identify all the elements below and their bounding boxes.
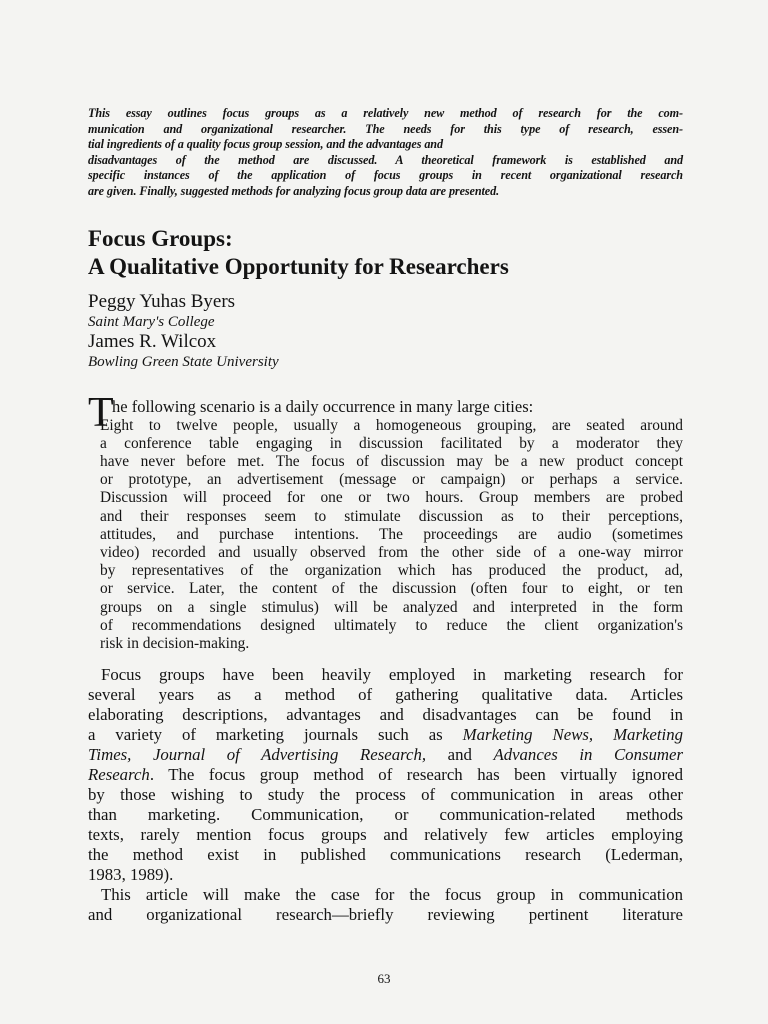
paragraph-line: several years as a method of gathering qualitative data. Articles [88,685,683,705]
journal-names: Times, Journal of Advertising Research, [88,745,427,765]
paragraph-line: Discussion will proceed for one or two hours. Group members are probed [100,489,683,507]
title-line-1: Focus Groups: [88,225,233,251]
paper-title [88,225,683,281]
drop-cap: T [88,389,114,436]
paragraph-1 [88,389,683,654]
paragraph-line: or service. Later, the content of the discussion (often four to eight, or ten [100,580,683,598]
paragraph-line: and their responses seem to stimulate discussion as to their perceptions, [100,507,683,525]
paragraph-line [88,765,683,785]
author-name: James R. Wilcox [88,330,217,352]
paragraph-line: groups on a single stimulus) will be analyzed and interpreted in the form [100,598,683,616]
paragraph-line: elaborating descriptions, advantages and disadvantages can be found in [88,705,683,725]
abstract-line: disadvantages of the method are discussed. A theoretical framework is established and [88,152,683,167]
author-affiliation: Bowling Green State University [88,353,279,370]
abstract [88,106,683,200]
page-number: 63 [377,971,391,986]
abstract-line: munication and organizational researcher. The needs for this type of research, essen- [88,121,683,136]
title-line-2: A Qualitative Opportunity for Researchers [88,253,509,279]
author-name: Peggy Yuhas Byers [88,290,236,312]
text-run: . The focus group method of research has been virtually ignored [149,765,683,785]
paragraph-2 [88,665,683,925]
paragraph-line: texts, rarely mention focus groups and relatively few articles employing [88,825,683,845]
journal-names: Advances in Consumer [493,745,683,765]
paragraph-line: of recommendations designed ultimately to reduce the client organization's [100,616,683,634]
paragraph-line: he following scenario is a daily occurrence in many large cities: [112,396,534,416]
text-run: and [426,745,494,765]
paragraph-line: attitudes, and purchase intentions. The proceedings are audio (sometimes [100,525,683,543]
paragraph-line: 1983, 1989). [88,865,174,885]
paragraph-line: risk in decision-making. [100,635,250,652]
paragraph-line: video) recorded and usually observed from the other side of a one-way mirror [100,543,683,561]
paragraph-line: the method exist in published communications research (Lederman, [88,845,683,865]
paragraph-line: Focus groups have been heavily employed in marketing research for [101,665,683,685]
abstract-line: are given. Finally, suggested methods for analyzing focus group data are presented. [88,183,500,198]
author-affiliation: Saint Mary's College [88,313,215,330]
paragraph-line: by representatives of the organization which has produced the product, ad, [100,562,683,580]
paragraph-line [88,725,683,745]
paragraph-line [88,745,683,765]
text-run: a variety of marketing journals such as [88,725,463,745]
paragraph-line: Eight to twelve people, usually a homogeneous grouping, are seated around [100,416,683,434]
paragraph-line: a conference table engaging in discussion facilitated by a moderator they [100,434,683,452]
body-text [88,389,683,926]
paragraph-line: This article will make the case for the focus group in communication [101,885,683,905]
abstract-line: specific instances of the application of focus groups in recent organizational research [88,168,683,183]
paragraph-line: and organizational research—briefly reviewing pertinent literature [88,905,683,925]
paragraph-line: have never before met. The focus of discussion may be a new product concept [100,452,683,470]
journal-names: Research [88,765,150,785]
authors-block [88,291,683,371]
paragraph-line: by those wishing to study the process of communication in areas other [88,785,683,805]
paragraph-line: than marketing. Communication, or communication-related methods [88,805,683,825]
paragraph-line: or prototype, an advertisement (message or campaign) or perhaps a service. [100,471,683,489]
journal-names: Marketing News, Marketing [462,725,683,745]
paper-page [88,106,683,925]
abstract-line: tial ingredients of a quality focus group session, and the advantages and [88,137,443,152]
abstract-line: This essay outlines focus groups as a relatively new method of research for the com- [88,106,683,120]
